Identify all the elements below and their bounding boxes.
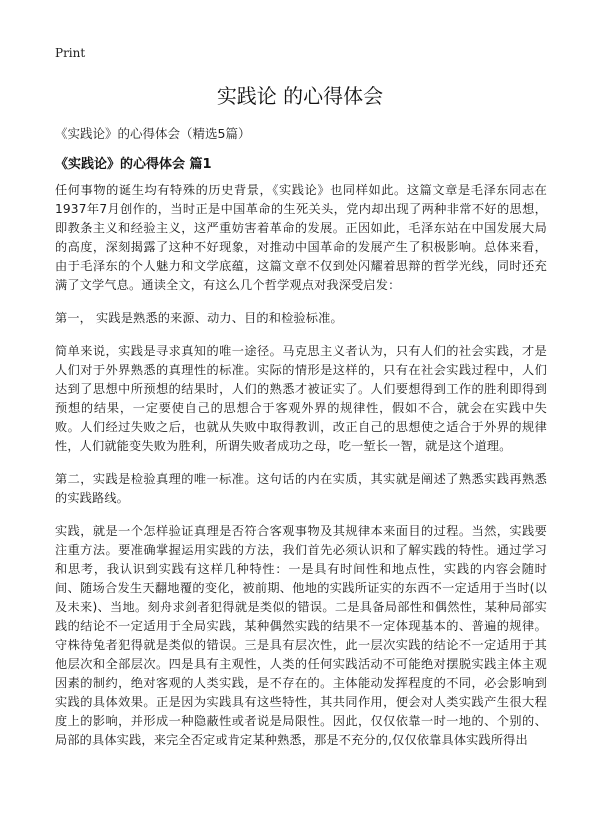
paragraph-point-one: 第一， 实践是熟悉的来源、动力、目的和检验标准。: [55, 311, 343, 325]
page-title: 实践论 的心得体会: [216, 84, 384, 108]
section-heading: 《实践论》的心得体会 篇1: [55, 157, 212, 172]
document-subtitle: 《实践论》的心得体会（精选5篇）: [55, 126, 251, 141]
paragraph-intro: 任何事物的诞生均有特殊的历史背景，《实践论》也同样如此。这篇文章是毛泽东同志在1937年7月创作的，当时正是中国革命的生死关头，党内却出现了两种非常不好的思想，即教条主义和经验主义，这严重妨害着革命的发展。正因如此，毛泽东站在中国发展大局的高度，深刻揭露了这种不好现象，对推动中国革命的发展产生了积极影响。总体来看，由于毛泽东的个人魅力和文学底蕴，这篇文章不仅到处闪耀着思辩的哲学光线，同时还充满了文学气息。通读全文，有这么几个哲学观点对我深受启发：: [55, 183, 547, 292]
paragraph-explanation-one: 简单来说，实践是寻求真知的唯一途径。马克思主义者认为，只有人们的社会实践，才是人们对于外界熟悉的真理性的标准。实际的情形是这样的，只有在社会实践过程中，人们达到了思想中所预想的结果时，人们的熟悉才被证实了。人们要想得到工作的胜利即得到预想的结果，一定要使自己的思想合于客观外界的规律性，假如不合，就会在实践中失败。人们经过失败之后，也就从失败中取得教训，改正自己的思想使之适合于外界的规律性，人们就能变失败为胜利，所谓失败者成功之母，吃一堑长一智，就是这个道理。: [55, 344, 547, 453]
article-body: [55, 181, 547, 764]
print-link[interactable]: Print: [55, 46, 86, 60]
paragraph-point-two: 第二，实践是检验真理的唯一标准。这句话的内在实质，其实就是阐述了熟悉实践再熟悉的实践路线。: [55, 472, 547, 505]
paragraph-explanation-two: 实践，就是一个怎样验证真理是否符合客观事物及其规律本来面目的过程。当然，实践要注重方法。要准确掌握运用实践的方法，我们首先必须认识和了解实践的特性。通过学习和思考，我认识到实践有这样几种特性：一是具有时间性和地点性，实践的内容会随时间、随场合发生天翻地覆的变化，被前期、他地的实践所证实的东西不一定适用于当时(以及未来)、当地。刻舟求剑者犯得就是类似的错误。二是具备局部性和偶然性，某种局部实践的结论不一定适用于全局实践，某种偶然实践的结果不一定体现基本的、普遍的规律。守株待兔者犯得就是类似的错误。三是具有层次性，此一层次实践的结论不一定适用于其他层次和全部层次。四是具有主观性，人类的任何实践活动不可能绝对摆脱实践主体主观因素的制约，绝对客观的人类实践，是不存在的。主体能动发挥程度的不同，必会影响到实践的具体效果。正是因为实践具有这些特性，其共同作用，便会对人类实践产生很大程度上的影响，并形成一种隐蔽性或者说是局限性。因此，仅仅依靠一时一地的、个别的、局部的具体实践，来完全否定或肯定某种熟悉，那是不充分的,仅仅依靠具体实践所得出: [55, 524, 547, 747]
